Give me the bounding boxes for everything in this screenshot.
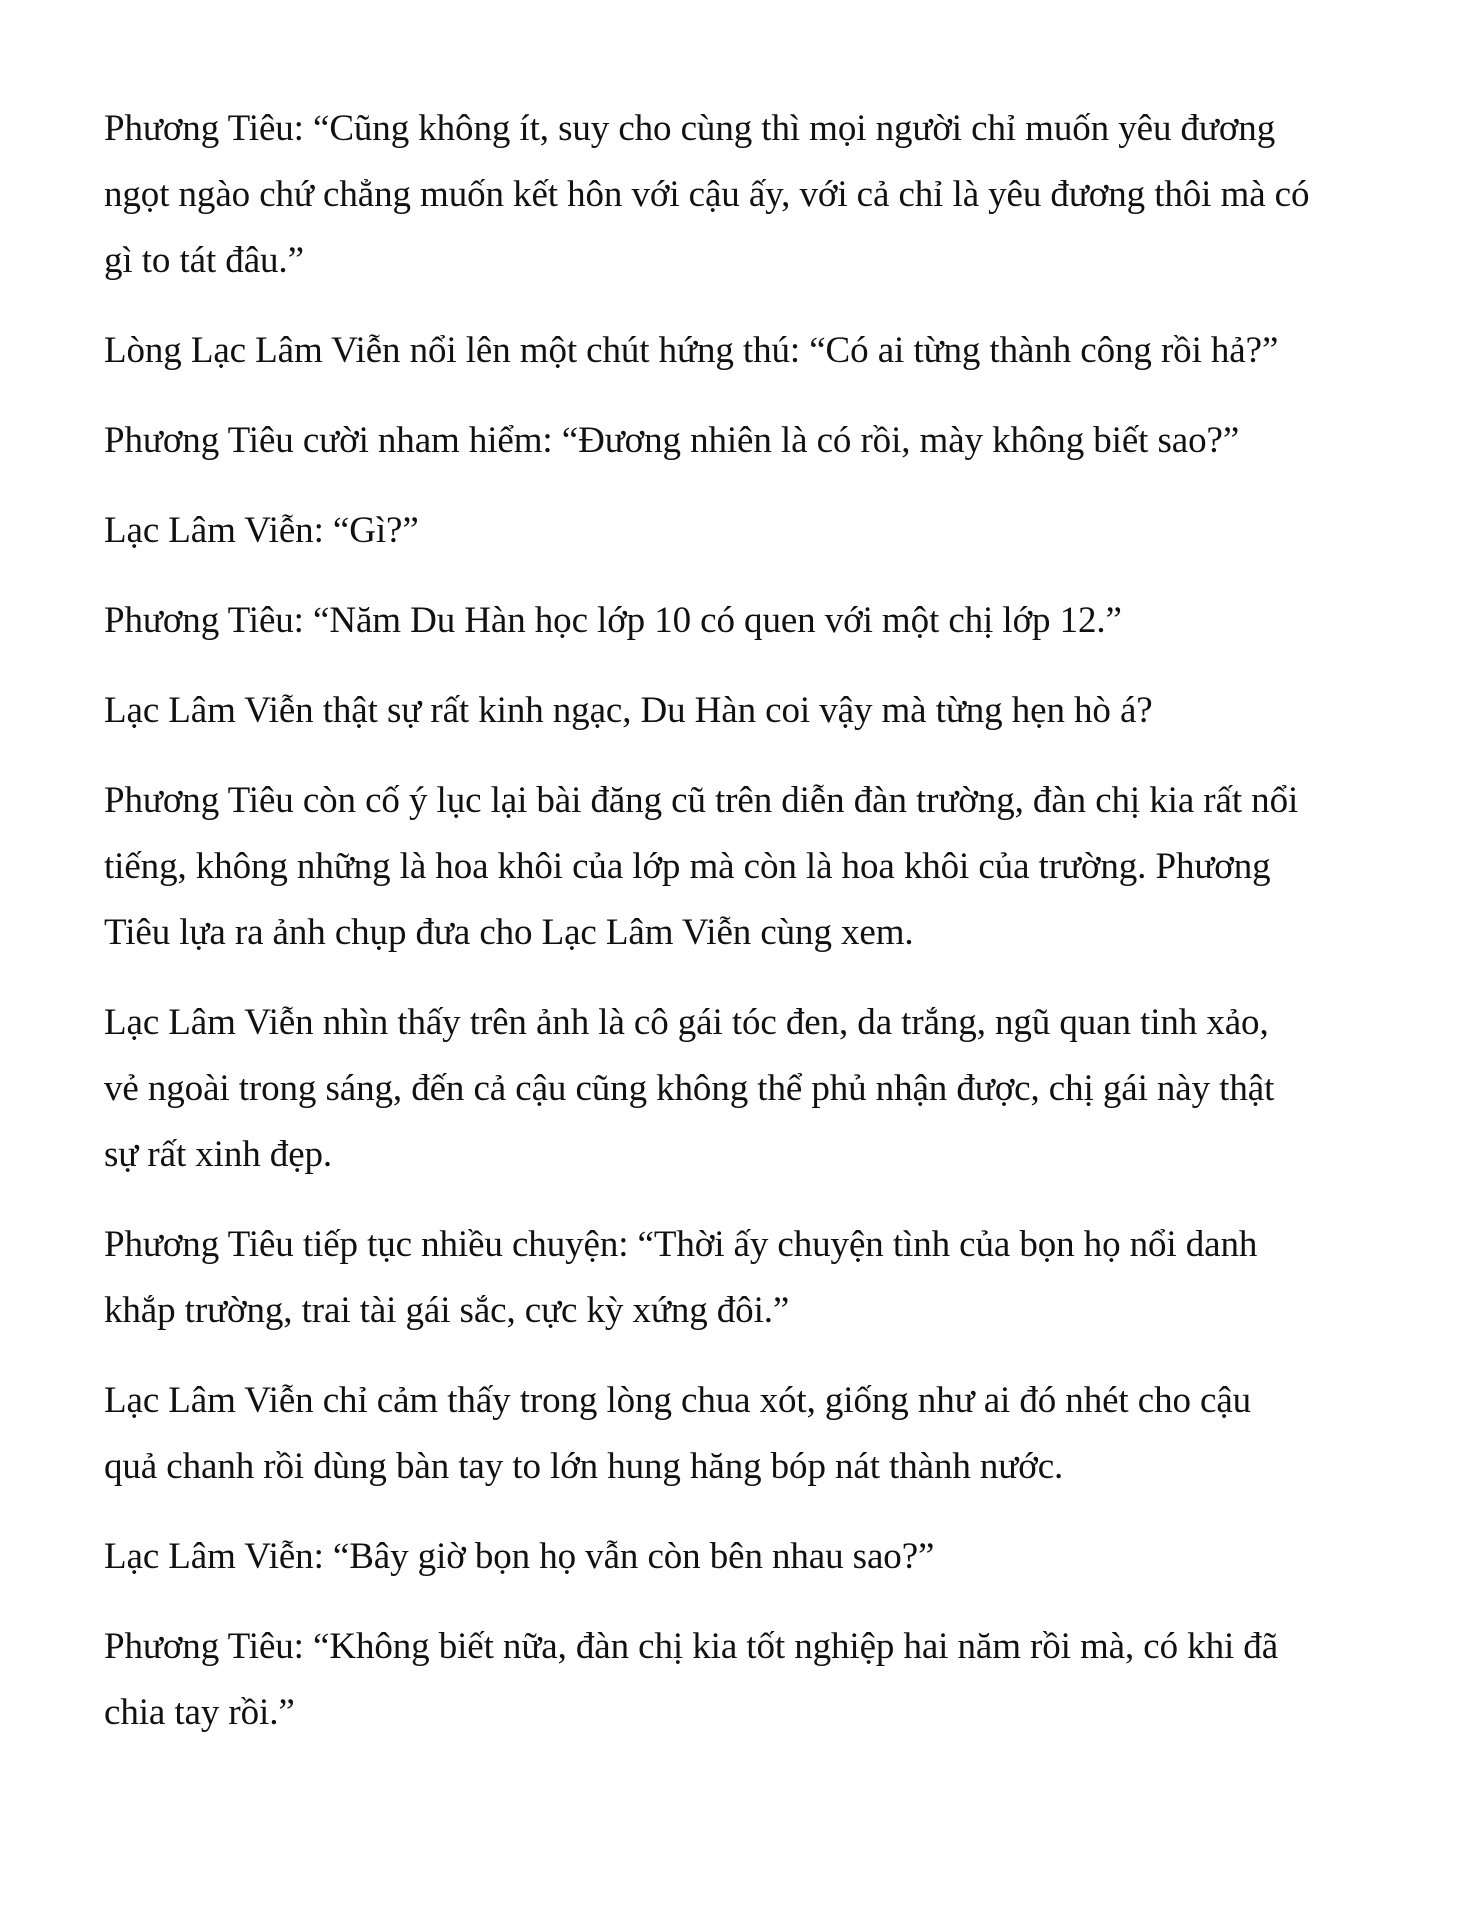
paragraph: Phương Tiêu cười nham hiểm: “Đương nhiên là có rồi, mày không biết sao?”	[104, 420, 1240, 461]
paragraph: Phương Tiêu: “Cũng không ít, suy cho cùng thì mọi người chỉ muốn yêu đương ngọt ngào chứ chẳng muốn kết hôn với cậu ấy, với cả chỉ là yêu đương thôi mà có gì to tát đâu.”	[104, 108, 1310, 281]
paragraph: Phương Tiêu tiếp tục nhiều chuyện: “Thời ấy chuyện tình của bọn họ nổi danh khắp trường, trai tài gái sắc, cực kỳ xứng đôi.”	[104, 1224, 1258, 1331]
paragraph: Lạc Lâm Viễn nhìn thấy trên ảnh là cô gái tóc đen, da trắng, ngũ quan tinh xảo, vẻ ngoài trong sáng, đến cả cậu cũng không thể phủ nhận được, chị gái này thật sự rất xinh đẹp.	[104, 1002, 1275, 1175]
paragraph: Phương Tiêu: “Không biết nữa, đàn chị kia tốt nghiệp hai năm rồi mà, có khi đã chia tay rồi.”	[104, 1626, 1279, 1733]
paragraph: Lạc Lâm Viễn thật sự rất kinh ngạc, Du Hàn coi vậy mà từng hẹn hò á?	[104, 690, 1153, 731]
paragraph: Lạc Lâm Viễn chỉ cảm thấy trong lòng chua xót, giống như ai đó nhét cho cậu quả chanh rồi dùng bàn tay to lớn hung hăng bóp nát thành nước.	[104, 1380, 1252, 1487]
story-text	[104, 96, 1404, 1770]
paragraph: Lòng Lạc Lâm Viễn nổi lên một chút hứng thú: “Có ai từng thành công rồi hả?”	[104, 330, 1279, 371]
paragraph: Lạc Lâm Viễn: “Bây giờ bọn họ vẫn còn bên nhau sao?”	[104, 1536, 935, 1577]
paragraph: Phương Tiêu còn cố ý lục lại bài đăng cũ trên diễn đàn trường, đàn chị kia rất nổi tiếng, không những là hoa khôi của lớp mà còn là hoa khôi của trường. Phương Tiêu lựa ra ảnh chụp đưa cho Lạc Lâm Viễn cùng xem.	[104, 780, 1299, 953]
paragraph: Lạc Lâm Viễn: “Gì?”	[104, 510, 419, 551]
paragraph: Phương Tiêu: “Năm Du Hàn học lớp 10 có quen với một chị lớp 12.”	[104, 600, 1122, 641]
